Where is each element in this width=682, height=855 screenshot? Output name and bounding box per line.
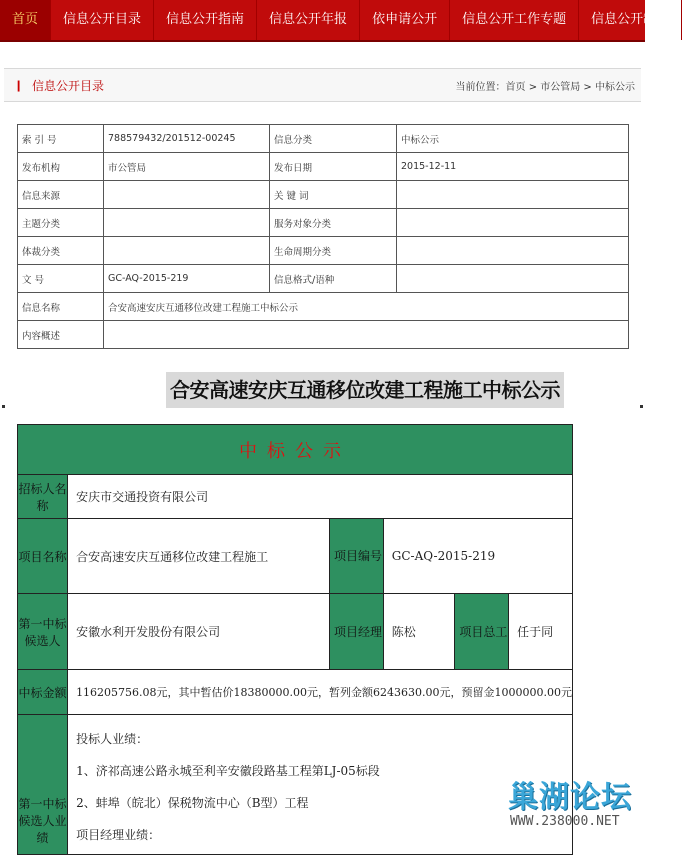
nav-catalog[interactable]: 信息公开目录: [51, 0, 154, 40]
lifecycle-value: [397, 237, 629, 265]
performance-line: 1、济祁高速公路永城至利辛安徽段路基工程第LJ-05标段: [76, 764, 380, 778]
table-row: [18, 321, 629, 349]
table-row: [18, 125, 629, 153]
summary-value: [104, 321, 629, 349]
amount-label: 中标金额: [18, 670, 68, 715]
table-row: [18, 293, 629, 321]
keyword-value: [397, 181, 629, 209]
performance-line: 2、蚌埠（皖北）保税物流中心（B型）工程: [76, 796, 309, 810]
performance-line: 项目经理业绩：: [76, 828, 161, 842]
announcement-title: 合安高速安庆互通移位改建工程施工中标公示: [166, 372, 564, 408]
project-label: 项目名称: [18, 519, 68, 594]
name-label: 信息名称: [18, 293, 104, 321]
table-row: [18, 209, 629, 237]
source-value: [104, 181, 270, 209]
amount-value: 116205756.08元，其中暂估价18380000.00元，暂列金额6243630.00元，预留金1000000.00元: [68, 670, 573, 715]
nav-apply[interactable]: 依申请公开: [360, 0, 450, 40]
watermark-url: WWW.238000.NET: [510, 814, 620, 829]
lifecycle-label: 生命周期分类: [270, 237, 397, 265]
nav-topics[interactable]: 信息公开工作专题: [450, 0, 579, 40]
section-title: 信息公开目录: [32, 79, 105, 93]
nav-guide[interactable]: 信息公开指南: [154, 0, 257, 40]
table-row: [18, 237, 629, 265]
candidate-label: 第一中标候选人: [18, 594, 68, 670]
candidate-value: 安徽水利开发股份有限公司: [68, 594, 330, 670]
source-label: 信息来源: [18, 181, 104, 209]
top-nav: [0, 0, 670, 42]
table-row: [18, 670, 573, 715]
bid-header: 中标公示: [18, 425, 573, 475]
category-label: 信息分类: [270, 125, 397, 153]
docno-label: 文 号: [18, 265, 104, 293]
forum-watermark: [500, 768, 640, 832]
page-edge-marker: [2, 405, 5, 408]
index-value: 788579432/201512-00245: [104, 125, 270, 153]
pm-label: 项目经理: [330, 594, 384, 670]
performance-label: 第一中标候选人业绩: [18, 715, 68, 855]
topic-label: 主题分类: [18, 209, 104, 237]
nav-annual-report[interactable]: 信息公开年报: [257, 0, 360, 40]
publisher-label: 发布机构: [18, 153, 104, 181]
table-row: [18, 181, 629, 209]
format-value: [397, 265, 629, 293]
docno-value: GC-AQ-2015-219: [104, 265, 270, 293]
topic-value: [104, 209, 270, 237]
nav-home[interactable]: 首页: [0, 0, 51, 40]
summary-label: 内容概述: [18, 321, 104, 349]
project-value: 合安高速安庆互通移位改建工程施工: [68, 519, 330, 594]
index-label: 索 引 号: [18, 125, 104, 153]
table-row: [18, 594, 573, 670]
pm-value: 陈松: [383, 594, 455, 670]
table-row: [18, 265, 629, 293]
service-label: 服务对象分类: [270, 209, 397, 237]
publisher-value: 市公管局: [104, 153, 270, 181]
name-value: 合安高速安庆互通移位改建工程施工中标公示: [104, 293, 629, 321]
watermark-logo: 巢湖论坛: [508, 780, 632, 815]
nav-rules[interactable]: 信息公开制度: [579, 0, 682, 40]
info-table: [17, 124, 629, 349]
service-value: [397, 209, 629, 237]
genre-label: 体裁分类: [18, 237, 104, 265]
breadcrumb[interactable]: 当前位置：首页 > 市公管局 > 中标公示: [455, 82, 635, 93]
category-value: 中标公示: [397, 125, 629, 153]
keyword-label: 关 键 词: [270, 181, 397, 209]
date-label: 发布日期: [270, 153, 397, 181]
table-row: [18, 153, 629, 181]
breadcrumb-bar: [4, 68, 641, 102]
chief-value: 任于同: [509, 594, 573, 670]
bullet-icon: ❙: [14, 79, 24, 92]
page-edge-marker: [640, 405, 643, 408]
table-row: [18, 519, 573, 594]
tenderer-label: 招标人名称: [18, 475, 68, 519]
performance-line: 投标人业绩：: [76, 732, 149, 746]
project-no-label: 项目编号: [330, 519, 384, 594]
format-label: 信息格式/语种: [270, 265, 397, 293]
bid-table: [17, 424, 573, 855]
chief-label: 项目总工: [455, 594, 509, 670]
table-row: [18, 425, 573, 475]
table-row: [18, 475, 573, 519]
genre-value: [104, 237, 270, 265]
tenderer-value: 安庆市交通投资有限公司: [68, 475, 573, 519]
date-value: 2015-12-11: [397, 153, 629, 181]
table-row: [18, 715, 573, 855]
project-no-value: GC-AQ-2015-219: [383, 519, 572, 594]
performance-list: [68, 715, 573, 855]
